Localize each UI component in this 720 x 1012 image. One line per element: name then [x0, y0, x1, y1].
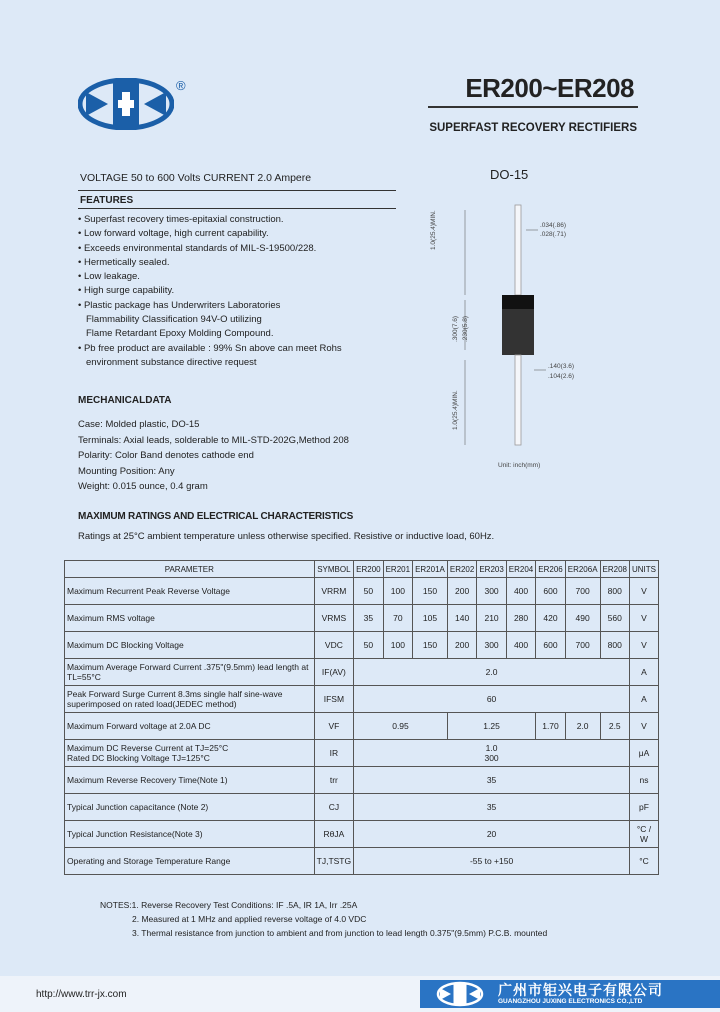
table-row	[65, 632, 659, 659]
value-cell: 420	[536, 605, 565, 632]
value-cell: 35	[354, 767, 630, 794]
list-item: Mounting Position: Any	[78, 465, 175, 477]
lead-length-top: 1.0(25.4)MIN.	[430, 210, 437, 250]
value-cell: 1.25	[447, 713, 535, 740]
table-header-cell: ER206	[536, 561, 565, 578]
voltage-current-summary: VOLTAGE 50 to 600 Volts CURRENT 2.0 Ampere	[80, 172, 312, 184]
value-cell: 20	[354, 821, 630, 848]
unit-cell: V	[630, 713, 659, 740]
symbol-cell: CJ	[314, 794, 353, 821]
symbol-cell: IFSM	[314, 686, 353, 713]
param-cell: Maximum DC Blocking Voltage	[65, 632, 315, 659]
value-cell: 490	[565, 605, 600, 632]
value-cell: 60	[354, 686, 630, 713]
value-cell: 200	[447, 578, 476, 605]
mechanical-list	[78, 417, 349, 495]
table-header-cell: ER201A	[413, 561, 448, 578]
value-cell: 600	[536, 578, 565, 605]
value-cell: 800	[600, 632, 629, 659]
symbol-cell: VRMS	[314, 605, 353, 632]
table-row	[65, 659, 659, 686]
list-item: Flame Retardant Epoxy Molding Compound.	[86, 328, 274, 340]
value-cell: 280	[506, 605, 535, 632]
unit-cell: A	[630, 686, 659, 713]
value-cell: 400	[506, 632, 535, 659]
company-name-cn: 广州市钜兴电子有限公司	[498, 982, 663, 998]
lead-diameter-max: .034(.86)	[540, 222, 567, 229]
mechanical-heading: MECHANICALDATA	[78, 395, 172, 406]
value-cell: 50	[354, 578, 383, 605]
company-name-en: GUANGZHOU JUXING ELECTRONICS CO.,LTD	[498, 998, 643, 1005]
table-header-cell: ER204	[506, 561, 535, 578]
package-label: DO-15	[490, 167, 529, 182]
value-cell: 150	[413, 578, 448, 605]
unit-cell: pF	[630, 794, 659, 821]
list-item: Weight: 0.015 ounce, 0.4 gram	[78, 481, 208, 492]
body-diameter-min: .104(2.6)	[548, 373, 575, 380]
unit-cell: μA	[630, 740, 659, 767]
unit-cell: V	[630, 605, 659, 632]
registered-mark: ®	[176, 78, 186, 93]
lead-length-bottom: 1.0(25.4)MIN.	[452, 390, 459, 430]
value-cell: 35	[354, 794, 630, 821]
page-title: ER200~ER208	[465, 73, 634, 103]
list-item: • Exceeds environmental standards of MIL-S-19500/228.	[78, 242, 317, 254]
value-cell: 100	[383, 578, 412, 605]
param-cell: Typical Junction Resistance(Note 3)	[65, 821, 315, 848]
table-row	[65, 794, 659, 821]
table-header-cell: ER203	[477, 561, 506, 578]
table-header-cell: ER208	[600, 561, 629, 578]
value-cell: 560	[600, 605, 629, 632]
table-row	[65, 767, 659, 794]
value-cell: 0.95	[354, 713, 448, 740]
list-item: • Pb free product are available : 99% Sn above can meet Rohs	[78, 342, 342, 354]
value-line: 300	[484, 753, 499, 763]
table-header-cell: ER201	[383, 561, 412, 578]
param-cell	[65, 740, 315, 767]
symbol-cell: VRRM	[314, 578, 353, 605]
value-cell: 70	[383, 605, 412, 632]
table-row	[65, 740, 659, 767]
unit-cell: °C	[630, 848, 659, 875]
table-header-cell: PARAMETER	[65, 561, 315, 578]
value-cell	[354, 740, 630, 767]
website-link[interactable]: http://www.trr-jx.com	[36, 989, 127, 1000]
note-line: NOTES:1. Reverse Recovery Test Conditions: IF .5A, IR 1A, Irr .25A	[100, 900, 358, 910]
value-cell: 105	[413, 605, 448, 632]
ratings-table	[64, 560, 659, 875]
features-rule	[78, 208, 396, 209]
value-cell: 300	[477, 632, 506, 659]
table-header-cell: ER206A	[565, 561, 600, 578]
param-cell: Maximum Average Forward Current .375"(9.5mm) lead length at TL=55°C	[65, 659, 315, 686]
value-cell: 140	[447, 605, 476, 632]
value-line: 1.0	[485, 743, 498, 753]
list-item: • High surge capability.	[78, 285, 175, 297]
notes	[100, 898, 547, 940]
table-row	[65, 686, 659, 713]
unit-cell: V	[630, 632, 659, 659]
value-cell: 150	[413, 632, 448, 659]
param-cell: Peak Forward Surge Current 8.3ms single half sine-wave superimposed on rated load(JEDEC method)	[65, 686, 315, 713]
list-item: Flammability Classification 94V-O utilizing	[86, 314, 262, 326]
symbol-cell: IF(AV)	[314, 659, 353, 686]
table-row	[65, 848, 659, 875]
table-header-row	[65, 561, 659, 578]
param-cell: Typical Junction capacitance (Note 2)	[65, 794, 315, 821]
page-subtitle: SUPERFAST RECOVERY RECTIFIERS	[429, 122, 637, 134]
body-diameter-max: .140(3.6)	[548, 363, 575, 370]
value-cell: 2.0	[565, 713, 600, 740]
list-item: Polarity: Color Band denotes cathode end	[78, 450, 254, 461]
note-line: 2. Measured at 1 MHz and applied reverse voltage of 4.0 VDC	[132, 914, 367, 924]
value-cell: 50	[354, 632, 383, 659]
value-cell: 200	[447, 632, 476, 659]
body-length-max: .300(7.6)	[452, 315, 459, 342]
footer-logo	[432, 981, 488, 1007]
value-cell: 700	[565, 578, 600, 605]
list-item: Case: Molded plastic, DO-15	[78, 419, 200, 430]
value-cell: 2.5	[600, 713, 629, 740]
symbol-cell: VDC	[314, 632, 353, 659]
value-cell: 35	[354, 605, 383, 632]
features-heading: FEATURES	[80, 195, 134, 206]
value-cell: 600	[536, 632, 565, 659]
list-item: • Low leakage.	[78, 271, 140, 283]
list-item: environment substance directive request	[86, 356, 257, 368]
value-cell: 700	[565, 632, 600, 659]
param-cell: Maximum Recurrent Peak Reverse Voltage	[65, 578, 315, 605]
value-cell: 1.70	[536, 713, 565, 740]
param-cell: Maximum Reverse Recovery Time(Note 1)	[65, 767, 315, 794]
title-rule	[428, 106, 638, 108]
list-item: Terminals: Axial leads, solderable to MIL-STD-202G,Method 208	[78, 434, 349, 446]
symbol-cell: trr	[314, 767, 353, 794]
param-cell: Maximum Forward voltage at 2.0A DC	[65, 713, 315, 740]
symbol-cell: TJ,TSTG	[314, 848, 353, 875]
param-cell: Operating and Storage Temperature Range	[65, 848, 315, 875]
value-cell: -55 to +150	[354, 848, 630, 875]
unit-cell: V	[630, 578, 659, 605]
ratings-note: Ratings at 25°C ambient temperature unless otherwise specified. Resistive or inductive load, 60Hz.	[78, 531, 495, 542]
unit-cell: °C / W	[630, 821, 659, 848]
symbol-cell: RθJA	[314, 821, 353, 848]
table-row	[65, 578, 659, 605]
unit-label: Unit: inch(mm)	[498, 462, 541, 469]
value-cell: 400	[506, 578, 535, 605]
value-cell: 300	[477, 578, 506, 605]
symbol-cell: IR	[314, 740, 353, 767]
body-length-min: .230(5.8)	[462, 315, 469, 342]
do15-package-drawing	[450, 200, 590, 470]
value-cell: 800	[600, 578, 629, 605]
company-logo	[78, 78, 174, 130]
table-header-cell: SYMBOL	[314, 561, 353, 578]
ratings-heading: MAXIMUM RATINGS AND ELECTRICAL CHARACTERISTICS	[78, 511, 354, 522]
list-item: • Low forward voltage, high current capability.	[78, 228, 269, 240]
unit-cell: A	[630, 659, 659, 686]
param-line: Maximum DC Reverse Current at TJ=25°C	[67, 743, 229, 753]
table-header-cell: ER200	[354, 561, 383, 578]
lead-diameter-min: .028(.71)	[540, 231, 567, 238]
value-cell: 2.0	[354, 659, 630, 686]
param-cell: Maximum RMS voltage	[65, 605, 315, 632]
param-line: Rated DC Blocking Voltage TJ=125°C	[67, 753, 210, 763]
list-item: • Superfast recovery times-epitaxial construction.	[78, 214, 284, 225]
table-header-cell: UNITS	[630, 561, 659, 578]
note-line: 3. Thermal resistance from junction to ambient and from junction to lead length 0.375"(9.5mm) P.C.B. mounted	[132, 928, 548, 938]
unit-cell: ns	[630, 767, 659, 794]
list-item: • Hermetically sealed.	[78, 256, 170, 268]
table-header-cell: ER202	[447, 561, 476, 578]
table-row	[65, 713, 659, 740]
summary-rule	[78, 190, 396, 191]
symbol-cell: VF	[314, 713, 353, 740]
table-row	[65, 821, 659, 848]
value-cell: 210	[477, 605, 506, 632]
table-row	[65, 605, 659, 632]
list-item: • Plastic package has Underwriters Laboratories	[78, 299, 281, 311]
features-list	[78, 213, 398, 370]
value-cell: 100	[383, 632, 412, 659]
